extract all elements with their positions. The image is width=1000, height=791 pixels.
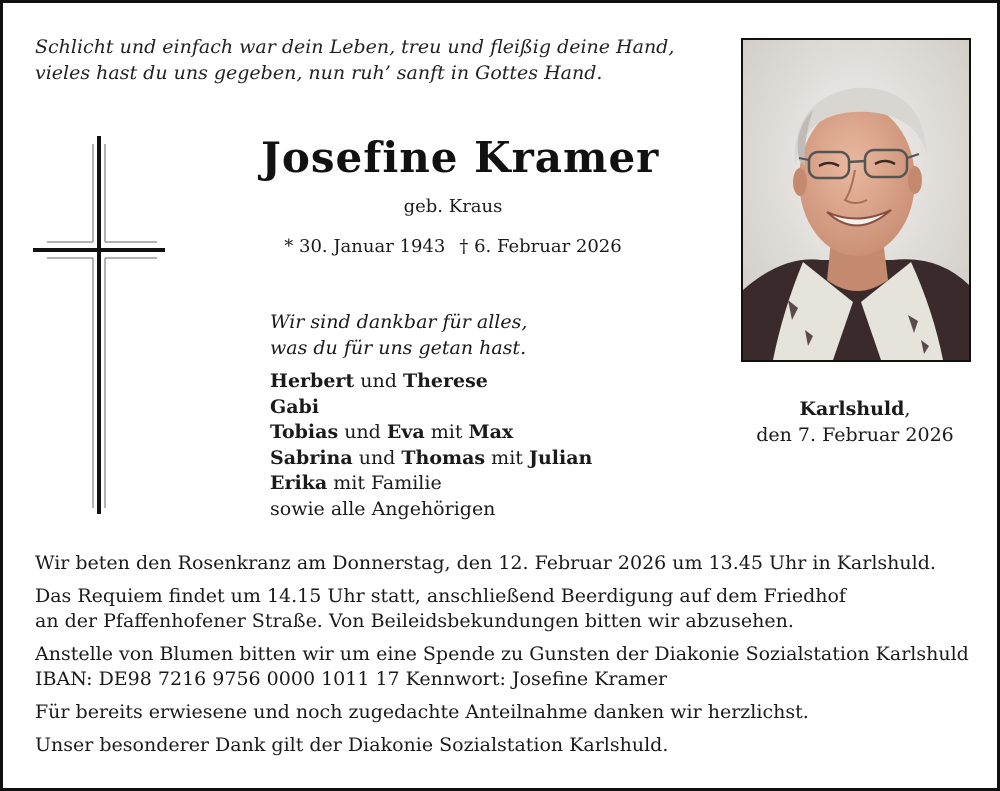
thanks-note: Für bereits erwiesene und noch zugedachte Anteilnahme danken wir herzlichst. [35, 701, 809, 723]
gratitude-quote [270, 309, 527, 361]
death-date: † 6. Februar 2026 [459, 236, 622, 257]
notice-date: den 7. Februar 2026 [756, 424, 954, 446]
mourner-row: Erika mit Familie [270, 472, 442, 494]
mourner-row: Tobias und Eva mit Max [270, 421, 514, 443]
cross-icon [33, 136, 165, 516]
requiem-note: Das Requiem findet um 14.15 Uhr statt, anschließend Beerdigung auf dem Friedhof an der Pfaffenhofener Straße. Von Beileidsbekundungen bitten wir abzusehen. [35, 585, 846, 632]
relatives-line: sowie alle Angehörigen [270, 497, 496, 520]
donation-note: Anstelle von Blumen bitten wir um eine Spende zu Gunsten der Diakonie Sozialstation Karlshuld IBAN: DE98 7216 9756 0000 1011 17 Kennwort: Josefine Kramer [35, 643, 969, 690]
place-line: Karlshuld, [799, 398, 911, 420]
motto-line-2: vieles hast du uns gegeben, nun ruh’ sanft in Gottes Hand. [35, 62, 603, 84]
service-notes [35, 551, 975, 766]
deceased-name: Josefine Kramer [261, 133, 660, 182]
life-dates [261, 235, 645, 259]
motto-line-1: Schlicht und einfach war dein Leben, treu und fleißig deine Hand, [35, 36, 675, 58]
place-town: Karlshuld [799, 398, 905, 420]
rosary-note: Wir beten den Rosenkranz am Donnerstag, den 12. Februar 2026 um 13.45 Uhr in Karlshuld. [35, 552, 936, 574]
mourner-row: Sabrina und Thomas mit Julian [270, 446, 593, 469]
quote-line-1: Wir sind dankbar für alles, [270, 311, 528, 333]
special-thanks-note: Unser besonderer Dank gilt der Diakonie Sozialstation Karlshuld. [35, 734, 669, 756]
mourner-row: Gabi [270, 395, 320, 418]
motto-verse [35, 34, 674, 86]
portrait-photo [741, 38, 971, 362]
place-date [741, 396, 969, 448]
mourners-list [270, 369, 592, 522]
birth-date: * 30. Januar 1943 [284, 236, 446, 257]
quote-line-2: was du für uns getan hast. [270, 337, 527, 359]
mourner-row: Herbert und Therese [270, 370, 488, 392]
birth-name: geb. Kraus [403, 196, 503, 217]
